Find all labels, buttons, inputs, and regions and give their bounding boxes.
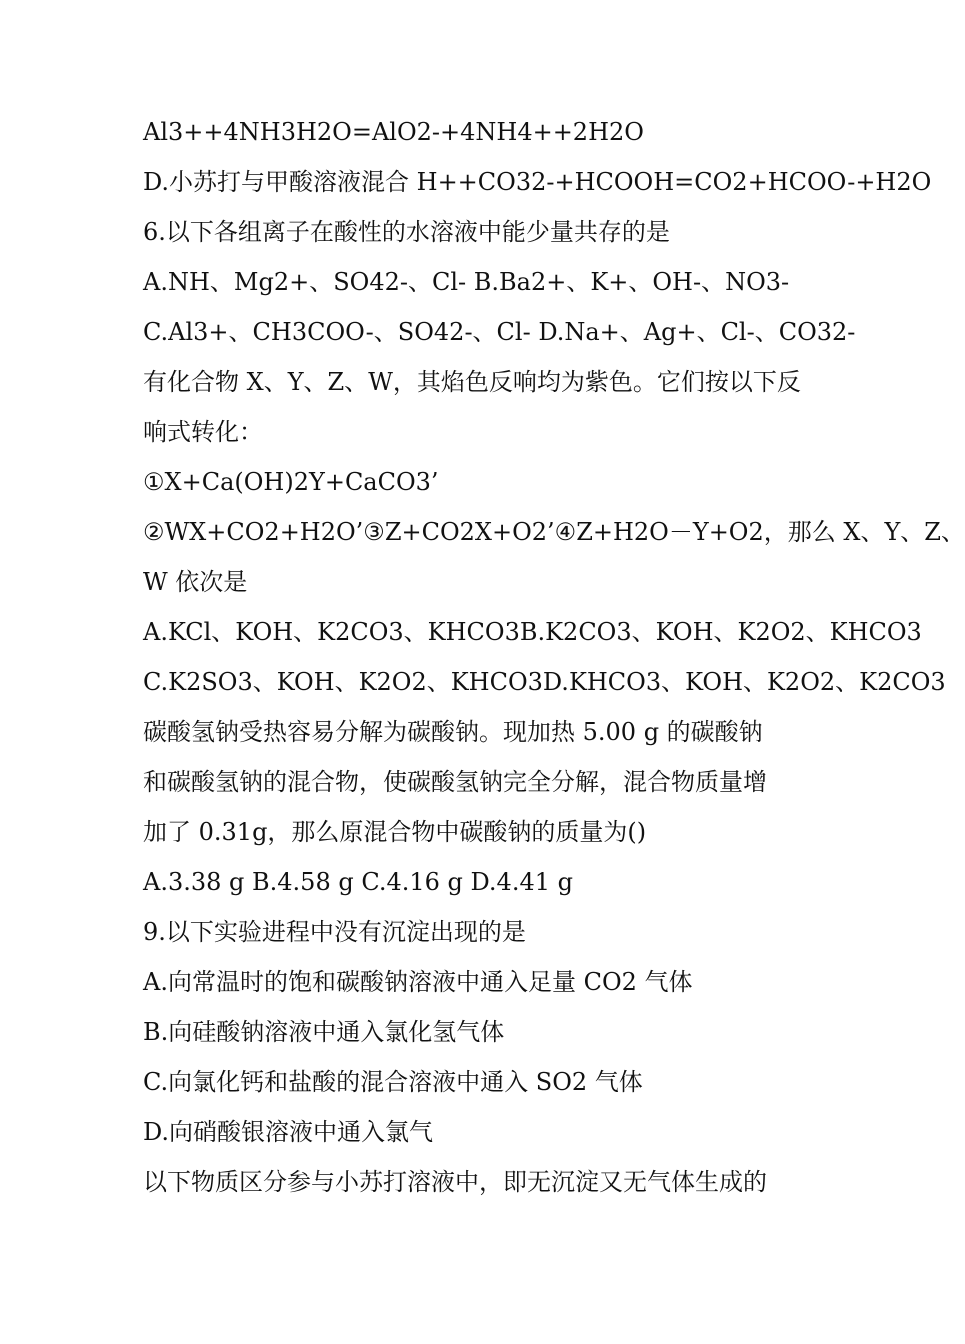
text-line: D.小苏打与甲酸溶液混合 H++CO32-+HCOOH=CO2+HCOO-+H2O (143, 168, 932, 196)
text-line: D.向硝酸银溶液中通入氯气 (143, 1118, 434, 1146)
text-line: C.K2SO3、KOH、K2O2、KHCO3D.KHCO3、KOH、K2O2、K2CO3 (143, 668, 946, 696)
text-line: 碳酸氢钠受热容易分解为碳酸钠。现加热 5.00 g 的碳酸钠 (143, 718, 763, 746)
text-line: 9.以下实验进程中没有沉淀出现的是 (143, 918, 526, 946)
text-line: 响式转化： (143, 418, 263, 446)
text-line: 6.以下各组离子在酸性的水溶液中能少量共存的是 (143, 218, 670, 246)
text-line: 和碳酸氢钠的混合物，使碳酸氢钠完全分解，混合物质量增 (143, 768, 767, 796)
text-line: A.KCl、KOH、K2CO3、KHCO3B.K2CO3、KOH、K2O2、KHCO3 (143, 618, 922, 646)
text-line: ②WX+CO2+H2O’③Z+CO2X+O2’④Z+H2O－Y+O2，那么 X、Y、Z、 (143, 518, 965, 546)
text-line: W 依次是 (143, 568, 248, 596)
text-line: 加了 0.31g，那么原混合物中碳酸钠的质量为() (143, 818, 647, 846)
text-line: 以下物质区分参与小苏打溶液中，即无沉淀又无气体生成的 (143, 1168, 767, 1196)
text-line: 有化合物 X、Y、Z、W，其焰色反响均为紫色。它们按以下反 (143, 368, 801, 396)
text-line: Al3++4NH3H2O=AlO2-+4NH4++2H2O (143, 118, 644, 146)
text-line: C.向氯化钙和盐酸的混合溶液中通入 SO2 气体 (143, 1068, 643, 1096)
text-line: A.NH、Mg2+、SO42-、Cl- B.Ba2+、K+、OH-、NO3- (143, 268, 790, 296)
document-text (143, 107, 965, 1207)
text-line: A.向常温时的饱和碳酸钠溶液中通入足量 CO2 气体 (143, 968, 693, 996)
text-line: C.Al3+、CH3COO-、SO42-、Cl- D.Na+、Ag+、Cl-、CO32- (143, 318, 856, 346)
text-line: ①X+Ca(OH)2Y+CaCO3’ (143, 468, 439, 496)
text-line: B.向硅酸钠溶液中通入氯化氢气体 (143, 1018, 505, 1046)
text-line: A.3.38 g B.4.58 g C.4.16 g D.4.41 g (143, 868, 573, 896)
